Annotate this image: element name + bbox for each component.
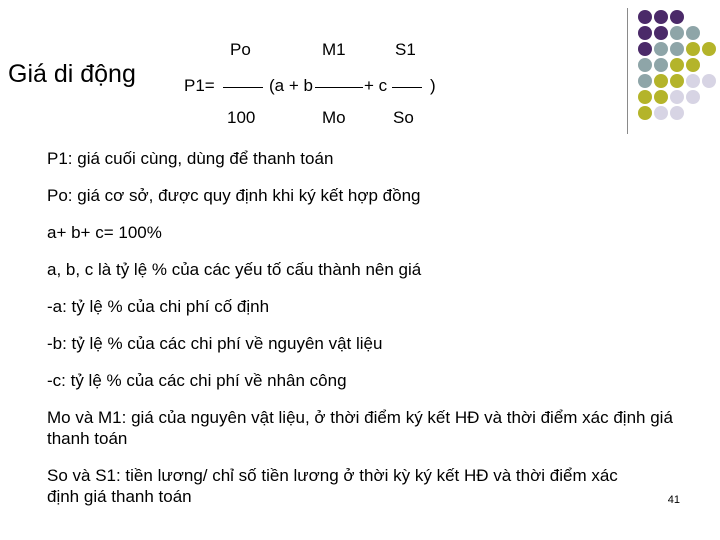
slide-body-text (47, 148, 697, 507)
paragraph: Mo và M1: giá của nguyên vật liệu, ở thời điểm ký kết HĐ và thời điểm xác định giá thanh toán (47, 408, 673, 448)
decor-dot (670, 26, 684, 40)
decor-dot (686, 26, 700, 40)
paragraph: -b: tỷ lệ % của các chi phí về nguyên vật liệu (47, 334, 383, 353)
paragraph: -c: tỷ lệ % của các chi phí về nhân công (47, 371, 347, 390)
formula-plus-c: + c (364, 76, 388, 95)
fraction-bar-m (315, 87, 363, 88)
fraction-bar-po (223, 87, 263, 88)
formula-so: So (393, 108, 414, 127)
decor-dot (638, 10, 652, 24)
decor-dot (670, 106, 684, 120)
formula-close: ) (430, 76, 436, 95)
decor-dot (638, 106, 652, 120)
fraction-bar-s (392, 87, 422, 88)
decor-dot (638, 42, 652, 56)
formula-open: (a + b (269, 76, 313, 95)
decor-dot (670, 10, 684, 24)
paragraph: a+ b+ c= 100% (47, 223, 162, 242)
decor-dot (654, 90, 668, 104)
decor-dot (686, 58, 700, 72)
decor-dot (670, 90, 684, 104)
decor-dot (638, 58, 652, 72)
paragraph: -a: tỷ lệ % của chi phí cố định (47, 297, 270, 316)
decor-dot (638, 74, 652, 88)
paragraph: a, b, c là tỷ lệ % của các yếu tố cấu thành nên giá (47, 260, 422, 279)
formula-po: Po (230, 40, 251, 59)
decor-dot (670, 42, 684, 56)
decor-dot (686, 90, 700, 104)
decor-dot (654, 74, 668, 88)
decor-dot (654, 10, 668, 24)
formula-mo: Mo (322, 108, 346, 127)
decor-dot (638, 26, 652, 40)
decor-dot (702, 42, 716, 56)
formula-base: 100 (227, 108, 256, 127)
decor-dot (702, 74, 716, 88)
formula-s1: S1 (395, 40, 416, 59)
paragraph: So và S1: tiền lương/ chỉ số tiền lương ở thời kỳ ký kết HĐ và thời điểm xác định giá thanh toán (47, 466, 618, 506)
page-number: 41 (667, 494, 680, 506)
decor-dot (654, 106, 668, 120)
decor-dot (638, 90, 652, 104)
decor-dot (654, 42, 668, 56)
decor-dot (654, 26, 668, 40)
paragraph: P1: giá cuối cùng, dùng để thanh toán (47, 149, 334, 168)
decor-dot (670, 58, 684, 72)
divider-line (627, 8, 628, 134)
decor-dot (670, 74, 684, 88)
formula-lhs: P1= (184, 76, 215, 95)
paragraph: Po: giá cơ sở, được quy định khi ký kết hợp đồng (47, 186, 421, 205)
decor-dot (654, 58, 668, 72)
decor-dot (686, 42, 700, 56)
slide-title: Giá di động (8, 60, 136, 88)
formula-m1: M1 (322, 40, 346, 59)
decor-dot (686, 74, 700, 88)
